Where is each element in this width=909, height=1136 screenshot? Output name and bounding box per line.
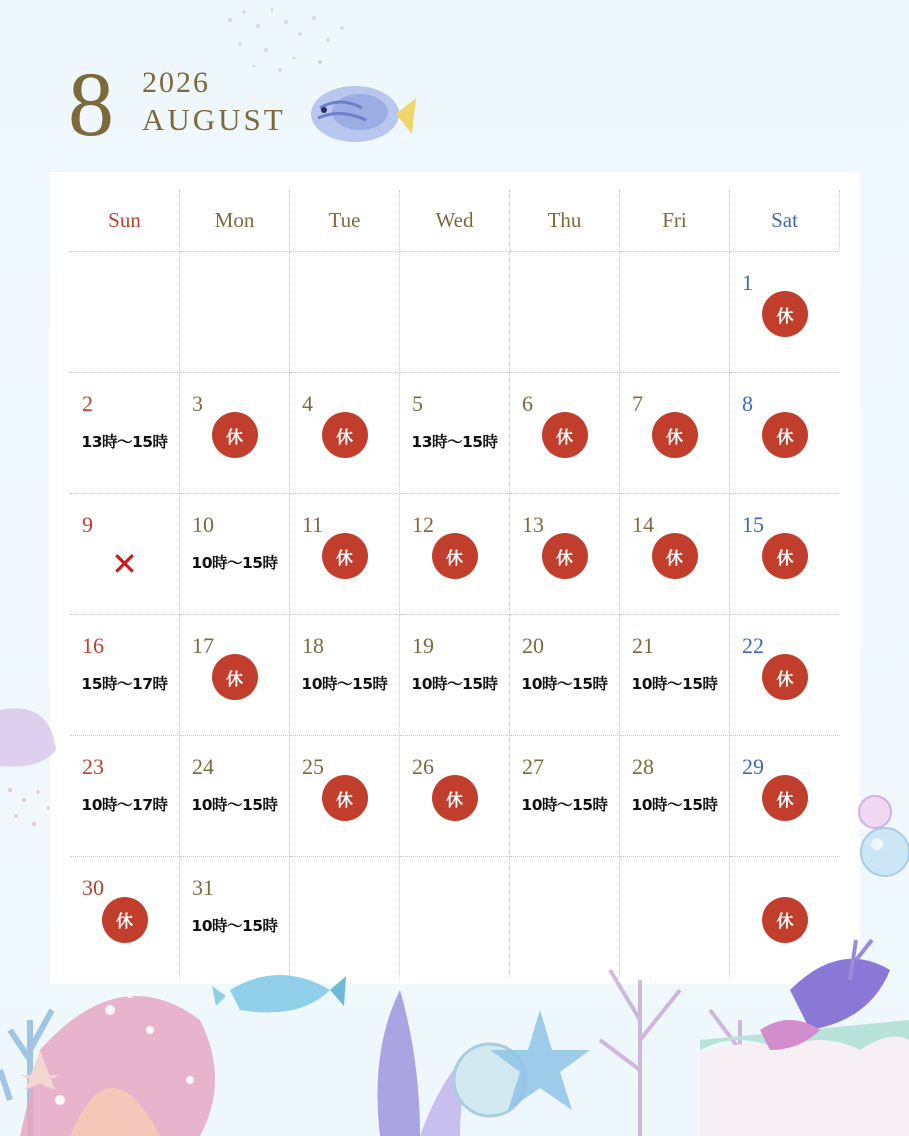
- date-number: 15: [742, 512, 764, 537]
- business-hours: 10時～15時: [521, 796, 608, 814]
- date-number: 21: [632, 633, 654, 658]
- date-number: 23: [82, 754, 104, 779]
- date-number: 29: [742, 754, 764, 779]
- holiday-badge: 休: [652, 412, 698, 458]
- date-number: 5: [412, 391, 423, 416]
- calendar-day-cell: [510, 373, 620, 494]
- date-number: 31: [192, 875, 214, 900]
- calendar-day-cell: [510, 252, 620, 373]
- calendar-day-cell: [70, 494, 180, 615]
- date-number: 19: [412, 633, 434, 658]
- calendar-grid: [70, 190, 840, 978]
- closed-x-icon: ✕: [111, 544, 138, 583]
- holiday-badge: 休: [762, 654, 808, 700]
- business-hours: 10時～15時: [521, 675, 608, 693]
- calendar-day-cell: [290, 252, 400, 373]
- weekday-header-fri: Fri: [620, 190, 730, 252]
- calendar-day-cell: [620, 252, 730, 373]
- business-hours: 10時～15時: [191, 554, 278, 572]
- business-hours: 10時～15時: [411, 675, 498, 693]
- calendar-day-cell: [620, 615, 730, 736]
- calendar-day-cell: [620, 373, 730, 494]
- holiday-badge: 休: [762, 412, 808, 458]
- calendar-day-cell: [400, 252, 510, 373]
- sea-floor-illustration: [0, 900, 909, 1136]
- date-number: 11: [302, 512, 324, 537]
- calendar-day-cell: [70, 373, 180, 494]
- calendar-day-cell: [400, 615, 510, 736]
- angelfish-illustration: [300, 78, 420, 150]
- date-number: 10: [192, 512, 214, 537]
- date-number: 4: [302, 391, 313, 416]
- weekday-header-mon: Mon: [180, 190, 290, 252]
- calendar-day-cell: [290, 373, 400, 494]
- date-number: 1: [742, 270, 753, 295]
- business-hours: 10時～15時: [631, 675, 718, 693]
- calendar-day-cell: [290, 494, 400, 615]
- holiday-badge: 休: [212, 412, 258, 458]
- date-number: 9: [82, 512, 93, 537]
- business-hours: 13時～15時: [81, 433, 168, 451]
- calendar-day-cell: [70, 736, 180, 857]
- calendar-day-cell: [730, 736, 840, 857]
- business-hours: 10時～15時: [301, 675, 388, 693]
- weekday-header-sat: Sat: [730, 190, 840, 252]
- calendar-day-cell: [510, 494, 620, 615]
- date-number: 12: [412, 512, 434, 537]
- date-number: 2: [82, 391, 93, 416]
- business-hours: 13時～15時: [411, 433, 498, 451]
- holiday-badge: 休: [762, 775, 808, 821]
- calendar-day-cell: [180, 373, 290, 494]
- date-number: 22: [742, 633, 764, 658]
- date-number: 3: [192, 391, 203, 416]
- date-number: 6: [522, 391, 533, 416]
- business-hours: 15時～17時: [81, 675, 168, 693]
- calendar-day-cell: [400, 494, 510, 615]
- calendar-day-cell: [510, 736, 620, 857]
- date-number: 17: [192, 633, 214, 658]
- date-number: 13: [522, 512, 544, 537]
- date-number: 14: [632, 512, 654, 537]
- holiday-badge: 休: [102, 897, 148, 943]
- date-number: 28: [632, 754, 654, 779]
- calendar-day-cell: [400, 736, 510, 857]
- holiday-badge: 休: [762, 533, 808, 579]
- business-hours: 10時～17時: [81, 796, 168, 814]
- date-number: 30: [82, 875, 104, 900]
- calendar-day-cell: [70, 615, 180, 736]
- calendar-day-cell: [180, 615, 290, 736]
- date-number: 7: [632, 391, 643, 416]
- calendar-day-cell: [400, 373, 510, 494]
- calendar-day-cell: [620, 736, 730, 857]
- holiday-badge: 休: [432, 533, 478, 579]
- calendar-card: [50, 172, 860, 984]
- date-number: 20: [522, 633, 544, 658]
- holiday-badge: 休: [542, 533, 588, 579]
- calendar-day-cell: [180, 252, 290, 373]
- business-hours: 10時～15時: [191, 796, 278, 814]
- weekday-header-thu: Thu: [510, 190, 620, 252]
- date-number: 24: [192, 754, 214, 779]
- calendar-day-cell: [70, 252, 180, 373]
- calendar-day-cell: [290, 615, 400, 736]
- holiday-badge: 休: [432, 775, 478, 821]
- calendar-day-cell: [730, 252, 840, 373]
- calendar-day-cell: [290, 736, 400, 857]
- holiday-badge: 休: [652, 533, 698, 579]
- holiday-badge: 休: [762, 897, 808, 943]
- calendar-day-cell: [510, 615, 620, 736]
- calendar-day-cell: [730, 373, 840, 494]
- date-number: 25: [302, 754, 324, 779]
- date-number: 16: [82, 633, 104, 658]
- calendar-day-cell: [180, 736, 290, 857]
- holiday-badge: 休: [322, 533, 368, 579]
- date-number: 18: [302, 633, 324, 658]
- business-hours: 10時～15時: [631, 796, 718, 814]
- calendar-day-cell: [620, 494, 730, 615]
- holiday-badge: 休: [542, 412, 588, 458]
- date-number: 27: [522, 754, 544, 779]
- date-number: 8: [742, 391, 753, 416]
- calendar-day-cell: [180, 494, 290, 615]
- month-number: 8: [68, 53, 114, 155]
- holiday-badge: 休: [762, 291, 808, 337]
- year-label: 2026: [142, 66, 210, 99]
- date-number: 26: [412, 754, 434, 779]
- weekday-header-wed: Wed: [400, 190, 510, 252]
- calendar-day-cell: [730, 494, 840, 615]
- jellyfish-illustration: [0, 700, 70, 840]
- bubbles-illustration: [845, 790, 909, 890]
- holiday-badge: 休: [322, 775, 368, 821]
- weekday-header-tue: Tue: [290, 190, 400, 252]
- holiday-badge: 休: [212, 654, 258, 700]
- business-hours: 10時～15時: [191, 917, 278, 935]
- calendar-day-cell: [730, 615, 840, 736]
- month-name: AUGUST: [142, 102, 286, 137]
- weekday-header-sun: Sun: [70, 190, 180, 252]
- decorative-dots: [210, 0, 370, 90]
- holiday-badge: 休: [322, 412, 368, 458]
